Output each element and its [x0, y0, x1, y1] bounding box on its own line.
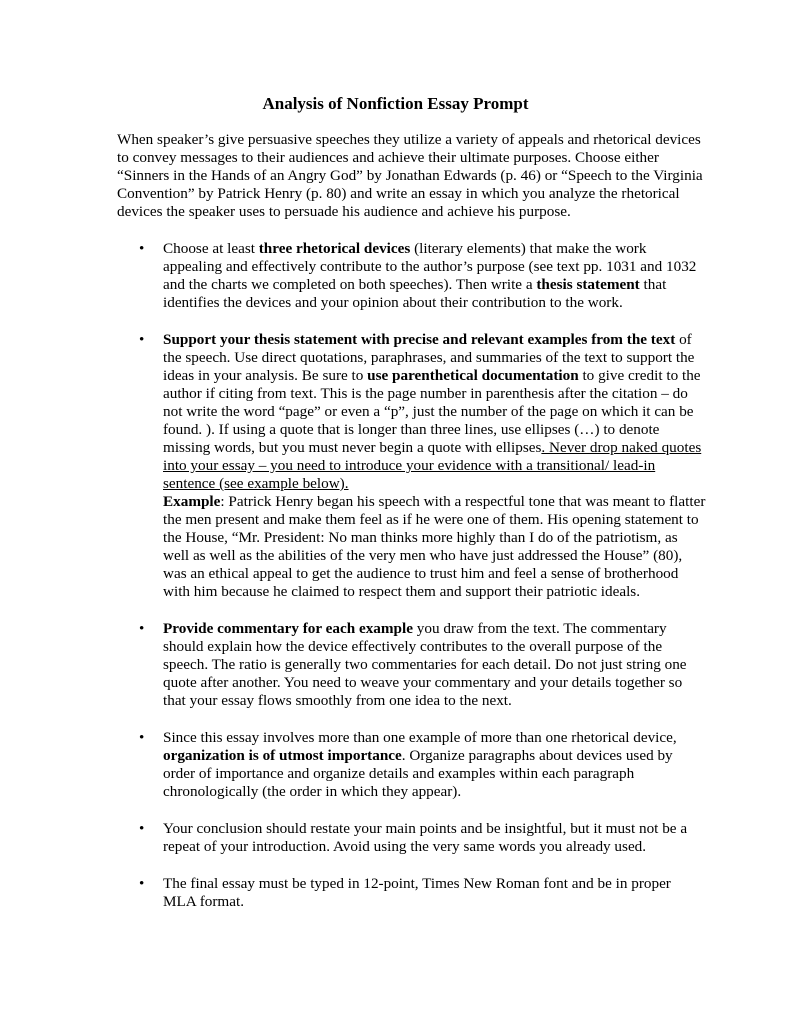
bullet-icon: • — [139, 820, 145, 837]
list-item-format — [117, 875, 707, 911]
instruction-list — [117, 240, 707, 930]
list-item-commentary — [117, 620, 707, 710]
example-text: : Patrick Henry began his speech with a respectful tone that was meant to flatter the men present and make them feel as if he were one of them. His opening statement to the House, “Mr. President: No man thinks more highly than I do of the patriotism, as well as well as the abilities of the very men who have just addressed the House” (80), was an ethical appeal to get the audience to trust him and feel a sense of brotherhood with him because he claimed to respect them and support their patriotic ideals. — [163, 493, 706, 600]
item-bold-text: Support your thesis statement with precise and relevant examples from the text — [163, 331, 676, 348]
item-text: . Organize paragraphs about devices used by order of importance and organize details and examples within each paragraph chronologically (the order in which they appear). — [163, 747, 673, 800]
bullet-icon: • — [139, 729, 145, 746]
bullet-icon: • — [139, 875, 145, 892]
item-text: (literary elements) that make the work appealing and effectively contribute to the author’s purpose (see text pp. 1031 and 1032 and the charts we completed on both speeches). Then write a — [163, 240, 697, 293]
item-bold-text: three rhetorical devices — [258, 240, 411, 257]
list-item-organization — [117, 729, 707, 801]
bullet-icon: • — [139, 240, 145, 257]
item-text: Your conclusion should restate your main points and be insightful, but it must not be a repeat of your introduction. Avoid using the very same words you already used. — [163, 820, 688, 855]
item-text: you draw from the text. The commentary should explain how the device effectively contributes to the overall purpose of the speech. The ratio is generally two commentaries for each detail. Do not just string one quote after another. You need to weave your commentary and your details together so that your essay flows smoothly from one idea to the next. — [163, 620, 687, 709]
bullet-icon: • — [139, 331, 145, 348]
item-bold-text: thesis statement — [536, 276, 640, 293]
item-bold-text: organization is of utmost importance — [163, 747, 402, 764]
intro-paragraph: When speaker’s give persuasive speeches they utilize a variety of appeals and rhetorical devices to convey messages to their audiences and achieve their ultimate purposes. Choose either “Sinners in the Hands of an Angry God” by Jonathan Edwards (p. 46) or “Speech to the Virginia Convention” by Patrick Henry (p. 80) and write an essay in which you analyze the rhetorical devices the speaker uses to persuade his audience and achieve his purpose. — [117, 131, 703, 220]
item-text: that identifies the devices and your opinion about their contribution to the work. — [163, 276, 667, 311]
item-bold-text: Provide commentary for each example — [163, 620, 413, 637]
item-text: Since this essay involves more than one example of more than one rhetorical device, — [163, 729, 677, 746]
example-label: Example — [163, 493, 221, 510]
item-bold-text: use parenthetical documentation — [367, 367, 579, 384]
item-text: Choose at least — [163, 240, 259, 257]
list-item-rhetorical-devices — [117, 240, 707, 312]
item-text: of the speech. Use direct quotations, paraphrases, and summaries of the text to support the ideas in your analysis. Be sure to — [163, 331, 695, 384]
list-item-conclusion — [117, 820, 707, 856]
page-title: Analysis of Nonfiction Essay Prompt — [262, 94, 529, 113]
item-text: to give credit to the author if citing from text. This is the page number in parenthesis after the citation – do not write the word “page” or even a “p”, just the number of the page on which it can be found. ). If using a quote that is longer than three lines, use ellipses (…) to denote missing words, but you must never begin a quote with ellipses — [163, 367, 701, 456]
item-text: The final essay must be typed in 12-point, Times New Roman font and be in proper MLA format. — [163, 875, 671, 910]
list-item-support-thesis — [117, 331, 707, 601]
bullet-icon: • — [139, 620, 145, 637]
item-underlined-text: . Never drop naked quotes into your essay – you need to introduce your evidence with a transitional/ lead-in sentence (see example below). — [163, 439, 702, 492]
example-paragraph — [163, 493, 707, 601]
